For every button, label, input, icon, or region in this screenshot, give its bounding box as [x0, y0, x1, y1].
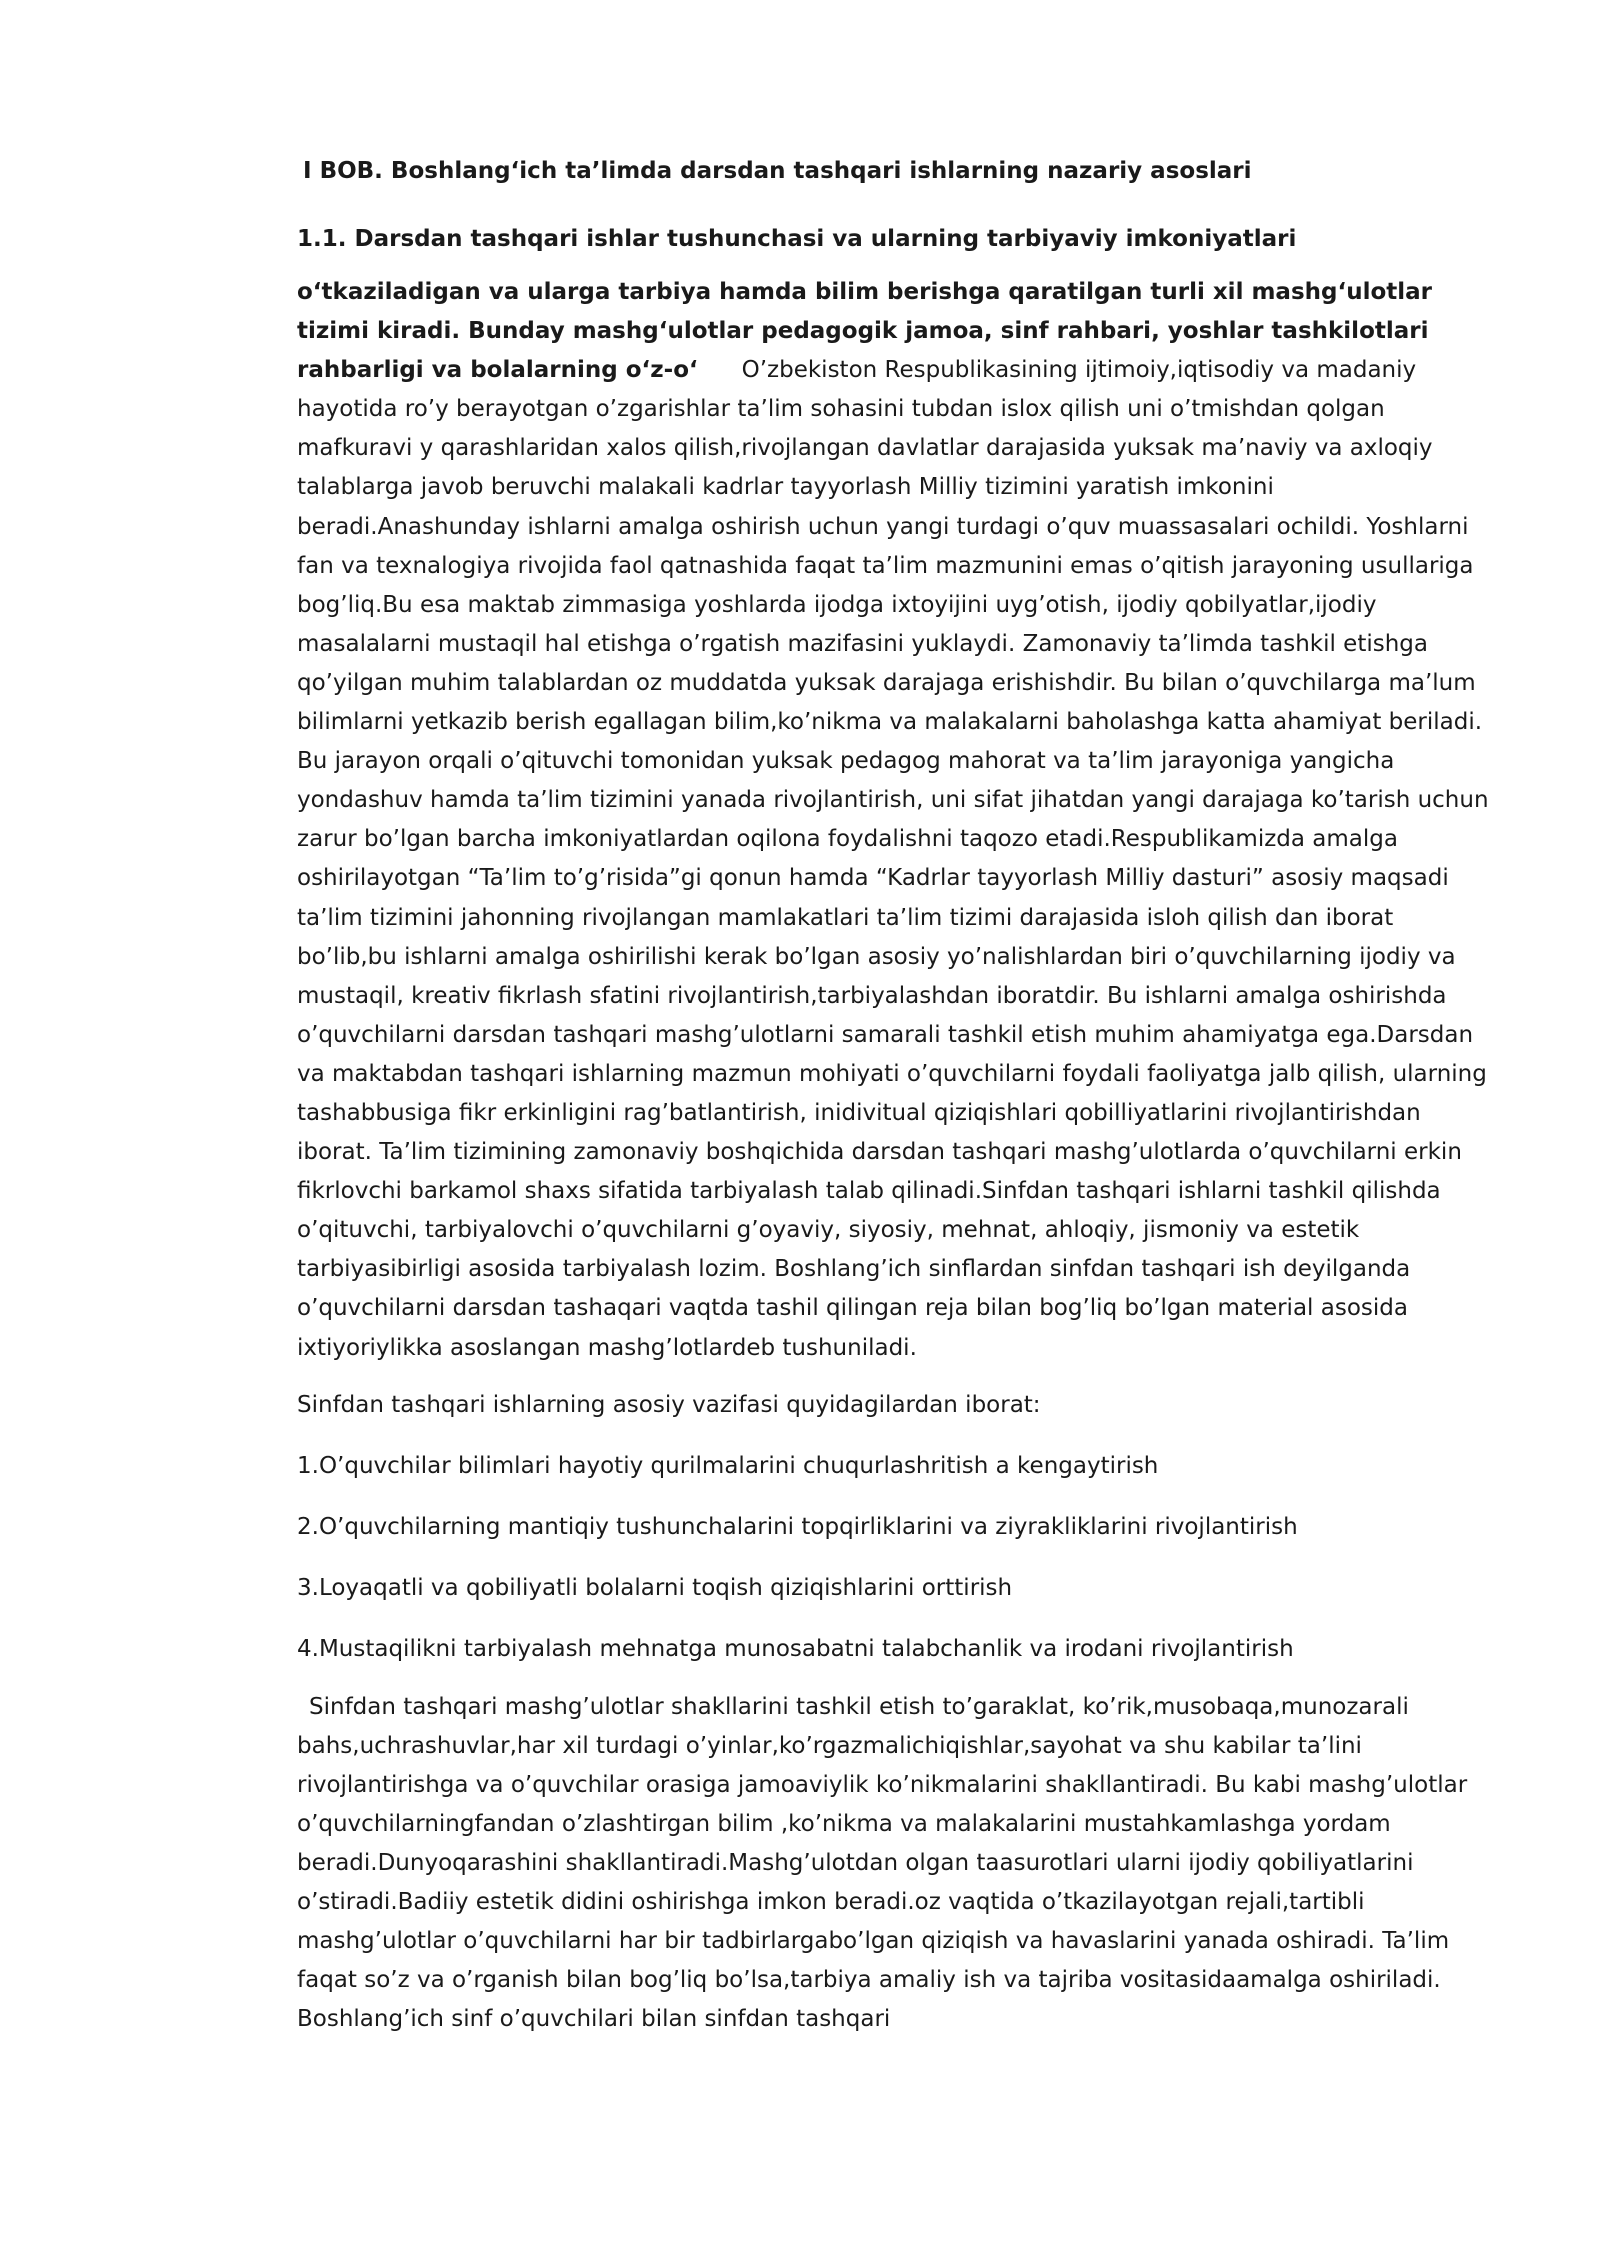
- list-item: 4.Mustaqilikni tarbiyalash mehnatga munosabatni talabchanlik va irodani rivojlantirish: [297, 1635, 1294, 1662]
- main-paragraph-text: O’zbekiston Respublikasining ijtimoiy,iqtisodiy va madaniy hayotida ro’y berayotgan o’zgarishlar ta’lim sohasini tubdan islox qilish uni o’tmishdan qolgan mafkuravi y qarashlaridan xalos qilish,rivojlangan davlatlar darajasida yuksak ma’naviy va axloqiy talablarga javob beruvchi malakali kadrlar tayyorlash Milliy tizimini yaratish imkonini beradi.Anashunday ishlarni amalga oshirish uchun yangi turdagi o’quv muassasalari ochildi. Yoshlarni fan va texnalogiya rivojida faol qatnashida faqat ta’lim mazmunini emas o’qitish jarayoning usullariga bog’liq.Bu esa maktab zimmasiga yoshlarda ijodga ixtoyijini uyg’otish, ijodiy qobilyatlar,ijodiy masalalarni mustaqil hal etishga o’rgatish mazifasini yuklaydi. Zamonaviy ta’limda tashkil etishga qo’yilgan muhim talablardan oz muddatda yuksak darajaga erishishdir. Bu bilan o’quvchilarga ma’lum bilimlarni yetkazib berish egallagan bilim,ko’nikma va malakalarni baholashga katta ahamiyat beriladi. Bu jarayon orqali o’qituvchi tomonidan yuksak pedagog mahorat va ta’lim jarayoniga yangicha yondashuv hamda ta’lim tizimini yanada rivojlantirish, uni sifat jihatdan yangi darajaga ko’tarish uchun zarur bo’lgan barcha imkoniyatlardan oqilona foydalishni taqozo etadi.Respublikamizda amalga oshirilayotgan “Ta’lim to’g’risida”gi qonun hamda “Kadrlar tayyorlash Milliy dasturi” asosiy maqsadi ta’lim tizimini jahonning rivojlangan mamlakatlari ta’lim tizimi darajasida isloh qilish dan iborat bo’lib,bu ishlarni amalga oshirilishi kerak bo’lgan asosiy yo’nalishlardan biri o’quvchilarning ijodiy va mustaqil, kreativ fikrlash sfatini rivojlantirish,tarbiyalashdan iboratdir. Bu ishlarni amalga oshirishda o’quvchilarni darsdan tashqari mashg’ulotlarni samarali tashkil etish muhim ahamiyatga ega.Darsdan va maktabdan tashqari ishlarning mazmun mohiyati o’quvchilarni foydali faoliyatga jalb qilish, ularning tashabbusiga fikr erkinligini rag’batlantirish, inidivitual qiziqishlari qobilliyatlarini rivojlantirishdan iborat. Ta’lim tizimining zamonaviy boshqichida darsdan tashqari mashg’ulotlarda o’quvchilarni erkin fikrlovchi barkamol shaxs sifatida tarbiyalash talab qilinadi.Sinfdan tashqari ishlarni tashkil qilishda o’qituvchi, tarbiyalovchi o’quvchilarni g’oyaviy, siyosiy, mehnat, ahloqiy, jismoniy va estetik tarbiyasibirligi asosida tarbiyalash lozim. Boshlang’ich sinflardan sinfdan tashqari ish deyilganda o’quvchilarni darsdan tashaqari vaqtda tashil qilingan reja bilan bog’liq bo’lgan material asosida ixtiyoriylikka asoslangan mashg’lotlardeb tushuniladi.: [297, 357, 1489, 1361]
- list-item: 1.O’quvchilar bilimlari hayotiy qurilmalarini chuqurlashritish a kengaytirish: [297, 1452, 1159, 1479]
- tasks-intro: Sinfdan tashqari ishlarning asosiy vazifasi quyidagilardan iborat:: [297, 1391, 1041, 1418]
- main-paragraph: [297, 273, 1497, 1368]
- list-item: 3.Loyaqatli va qobiliyatli bolalarni toqish qiziqishlarini orttirish: [297, 1574, 1013, 1601]
- document-page: [297, 150, 1497, 2039]
- section-title: 1.1. Darsdan tashqari ishlar tushunchasi va ularning tarbiyaviy imkoniyatlari: [297, 226, 1297, 252]
- chapter-title: I BOB. Boshlang‘ich ta’limda darsdan tashqari ishlarning nazariy asoslari: [303, 158, 1252, 184]
- main-paragraph-bold-lead: o‘tkaziladigan va ularga tarbiya hamda bilim berishga qaratilgan turli xil mashg‘ulotlar tizimi kiradi. Bunday mashg‘ulotlar pedagogik jamoa, sinf rahbari, yoshlar tashkilotlari rahbarligi va bolalarning o‘z-o‘: [297, 279, 1433, 384]
- closing-paragraph: Sinfdan tashqari mashg’ulotlar shakllarini tashkil etish to’garaklat, ko’rik,musobaqa,munozarali bahs,uchrashuvlar,har xil turdagi o’yinlar,ko’rgazmalichiqishlar,sayohat va shu kabilar ta’lini rivojlantirishga va o’quvchilar orasiga jamoaviylik ko’nikmalarini shakllantiradi. Bu kabi mashg’ulotlar o’quvchilarningfandan o’zlashtirgan bilim ,ko’nikma va malakalarini mustahkamlashga yordam beradi.Dunyoqarashini shakllantiradi.Mashg’ulotdan olgan taasurotlari ularni ijodiy qobiliyatlarini o’stiradi.Badiiy estetik didini oshirishga imkon beradi.oz vaqtida o’tkazilayotgan rejali,tartibli mashg’ulotlar o’quvchilarni har bir tadbirlargabo’lgan qiziqish va havaslarini yanada oshiradi. Ta’lim faqat so’z va o’rganish bilan bog’liq bo’lsa,tarbiya amaliy ish va tajriba vositasidaamalga oshiriladi. Boshlang’ich sinf o’quvchilari bilan sinfdan tashqari: [297, 1693, 1468, 2033]
- list-item: 2.O’quvchilarning mantiqiy tushunchalarini topqirliklarini va ziyrakliklarini rivojlantirish: [297, 1513, 1298, 1540]
